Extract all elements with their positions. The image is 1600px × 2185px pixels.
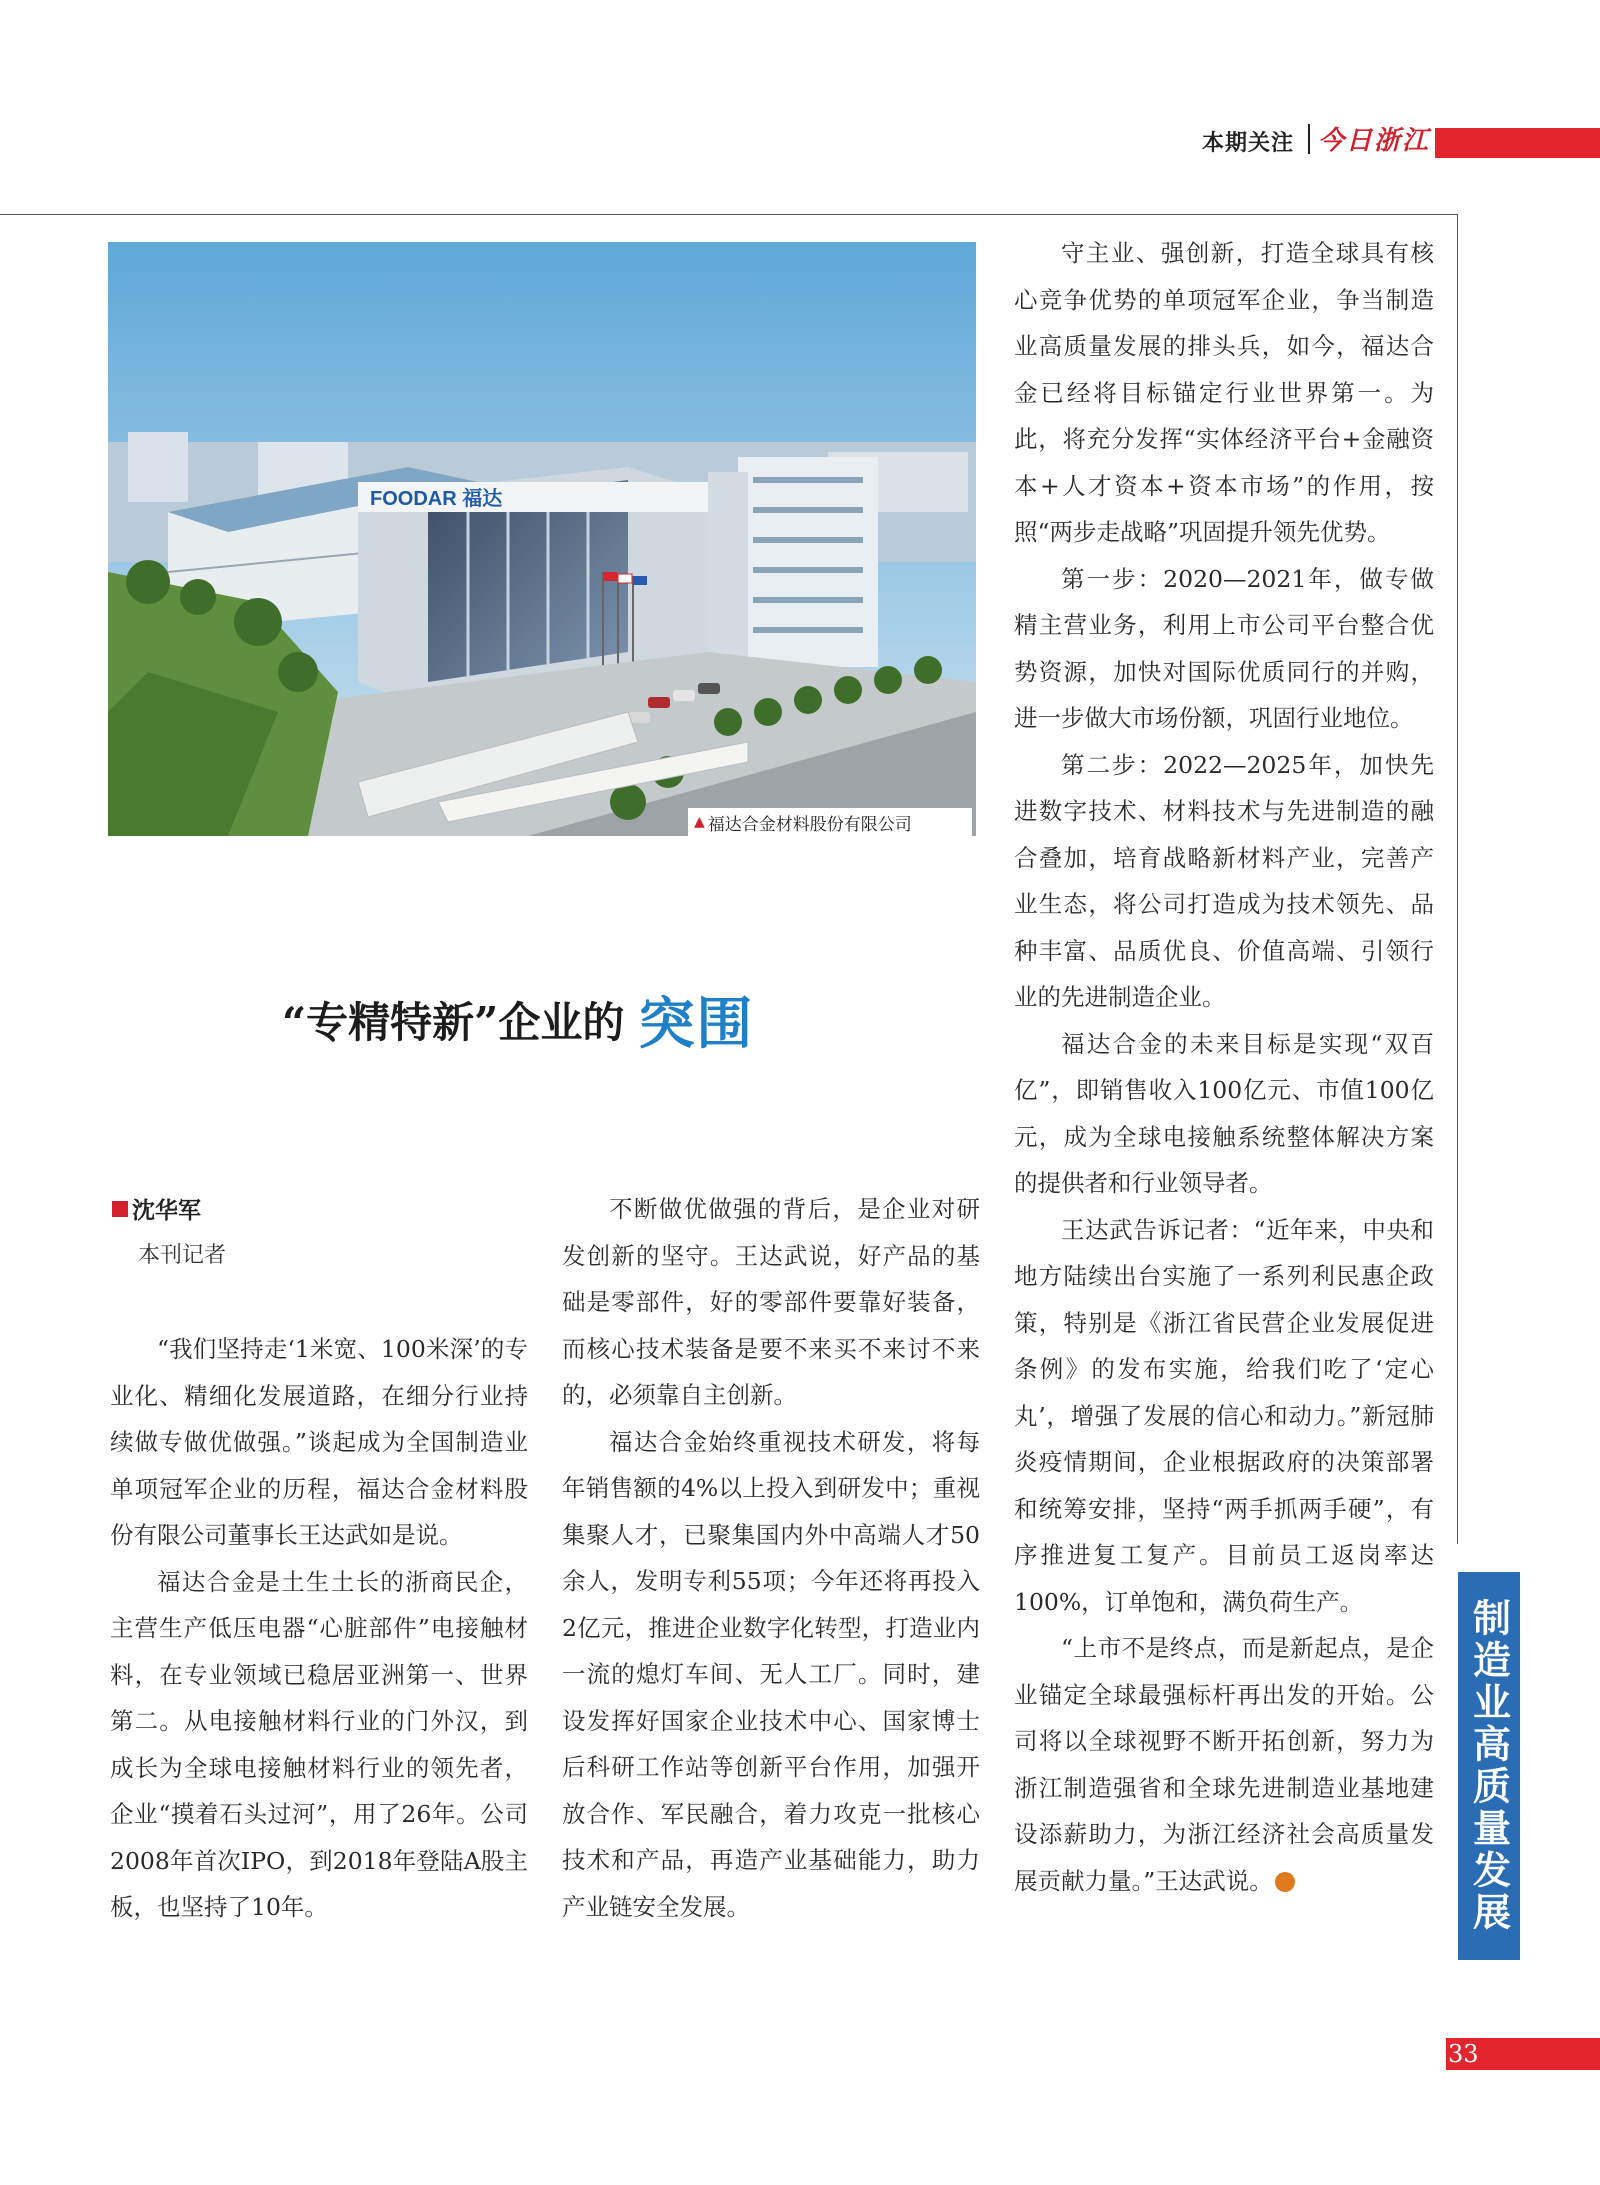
paragraph: “我们坚持走‘1米宽、100米深’的专业化、精细化发展道路，在细分行业持续做专做优做强。”谈起成为全国制造业单项冠军企业的历程，福达合金材料股份有限公司董事长王达武如是说。 [110,1335,528,1549]
paragraph: 福达合金始终重视技术研发，将每年销售额的4%以上投入到研发中；重视集聚人才，已聚集国内外中高端人才50余人，发明专利55项；今年还将再投入2亿元，推进企业数字化转型，打造业内一流的熄灯车间、无人工厂。同时，建设发挥好国家企业技术中心、国家博士后科研工作站等创新平台作用，加强开放合作、军民融合，着力攻克一批核心技术和产品，再造产业基础能力，助力产业链安全发展。 [562,1427,980,1921]
page-number: 33 [1448,2040,1479,2068]
byline [112,1192,201,1225]
column-1 [110,1326,528,1931]
section-side-banner: 制造业高质量发展 [1458,1572,1520,1960]
paragraph-text: “上市不是终点，而是新起点，是企业锚定全球最强标杆再出发的开始。公司将以全球视野不断开拓创新，努力为浙江制造强省和全球先进制造业基地建设添薪助力，为浙江经济社会高质量发展贡献力量。”王达武说。 [1014,1634,1434,1895]
paragraph: 守主业、强创新，打造全球具有核心竞争优势的单项冠军企业，争当制造业高质量发展的排头兵，如今，福达合金已经将目标锚定行业世界第一。为此，将充分发挥“实体经济平台+金融资本+人才资本+资本市场”的作用，按照“两步走战略”巩固提升领先优势。 [1014,239,1434,546]
last-paragraph [1014,1625,1434,1904]
paragraph: 第一步：2020—2021年，做专做精主营业务，利用上市公司平台整合优势资源，加快对国际优质同行的并购，进一步做大市场份额，巩固行业地位。 [1014,564,1434,732]
article-title [282,980,754,1060]
triangle-icon: ▲ [694,814,705,830]
section-label: 本期关注 [1202,131,1295,156]
author-role: 本刊记者 [138,1243,227,1268]
header-rule [0,214,1458,215]
photo-caption-text: 福达合金材料股份有限公司 [707,814,912,835]
building-sign: FOODAR 福达 [370,488,503,510]
photo-caption [688,808,972,836]
article-title-main: “专精特新”企业的 [282,998,625,1047]
red-square-icon [112,1201,128,1217]
article-title-highlight: 突围 [638,992,755,1057]
magazine-brand: 今日浙江 [1318,126,1431,156]
column-2 [562,1186,980,1930]
end-mark-icon [1275,1872,1295,1892]
header-divider [1308,124,1310,154]
paragraph: 王达武告诉记者：“近年来，中央和地方陆续出台实施了一系列利民惠企政策，特别是《浙江省民营企业发展促进条例》的发布实施，给我们吃了‘定心丸’，增强了发展的信心和动力。”新冠肺炎疫情期间，企业根据政府的决策部署和统筹安排，坚持“两手抓两手硬”，有序推进复工复产。目前员工返岗率达100%，订单饱和，满负荷生产。 [1014,1215,1434,1616]
side-rule [1457,214,1458,1544]
paragraph: 不断做优做强的背后，是企业对研发创新的坚守。王达武说，好产品的基础是零部件，好的零部件要靠好装备，而核心技术装备是要不来买不来讨不来的，必须靠自主创新。 [562,1195,980,1409]
author-name: 沈华军 [132,1198,201,1224]
paragraph: 第二步：2022—2025年，加快先进数字技术、材料技术与先进制造的融合叠加，培育战略新材料产业，完善产业生态，将公司打造成为技术领先、品种丰富、品质优良、价值高端、引领行业的先进制造企业。 [1014,750,1434,1011]
paragraph: 福达合金的未来目标是实现“双百亿”，即销售收入100亿元、市值100亿元，成为全球电接触系统整体解决方案的提供者和行业领导者。 [1014,1029,1434,1197]
paragraph: 福达合金是土生土长的浙商民企，主营生产低压电器“心脏部件”电接触材料，在专业领域已稳居亚洲第一、世界第二。从电接触材料行业的门外汉，到成长为全球电接触材料行业的领先者，企业“摸着石头过河”，用了26年。公司2008年首次IPO，到2018年登陆A股主板，也坚持了10年。 [110,1567,528,1921]
factory-photo [108,242,976,836]
header-red-bar [1435,128,1600,158]
column-3 [1014,230,1434,1904]
